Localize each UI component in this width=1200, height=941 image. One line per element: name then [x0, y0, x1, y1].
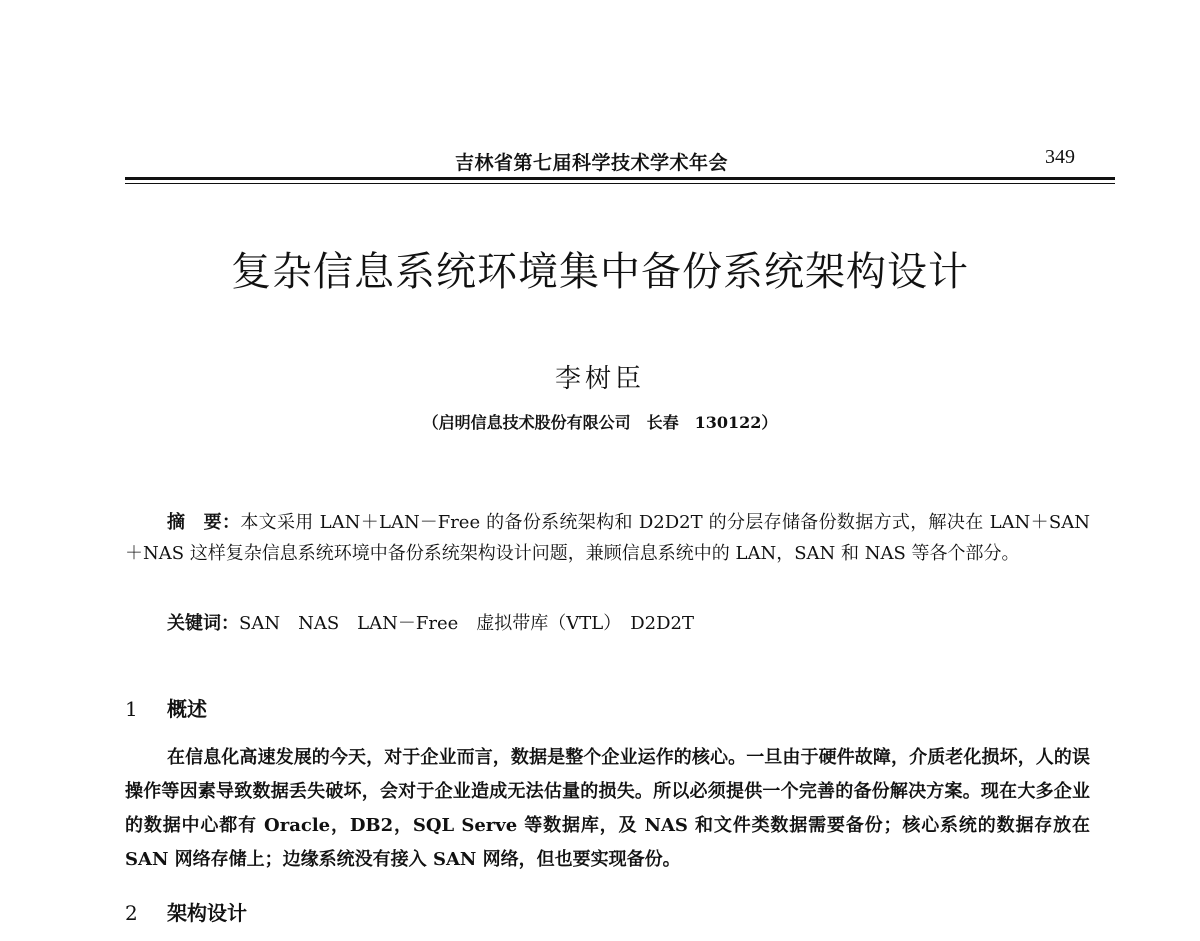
author-name: 李树臣	[554, 364, 645, 394]
section-title: 架构设计	[167, 901, 247, 925]
running-header	[125, 140, 1115, 176]
page-number: 349	[1045, 146, 1075, 168]
header-rule-thin	[125, 183, 1115, 184]
keywords-text: SAN NAS LAN－Free 虚拟带库（VTL） D2D2T	[239, 613, 694, 634]
abstract	[125, 507, 1090, 569]
section-title: 概述	[167, 697, 207, 721]
keywords-label: 关键词：	[167, 613, 239, 634]
section-number: 2	[125, 901, 138, 925]
abstract-text: 本文采用 LAN＋LAN－Free 的备份系统架构和 D2D2T 的分层存储备份数据方式，解决在 LAN＋SAN＋NAS 这样复杂信息系统环境中备份系统架构设计问题，兼顾信息系统中的 LAN，SAN 和 NAS 等各个部分。	[125, 512, 1091, 564]
author-affiliation: （启明信息技术股份有限公司 长春 130122）	[422, 413, 778, 432]
section-paragraph: 在信息化高速发展的今天，对于企业而言，数据是整个企业运作的核心。一旦由于硬件故障，介质老化损坏，人的误操作等因素导致数据丢失破坏，会对于企业造成无法估量的损失。所以必须提供一个完善的备份解决方案。现在大多企业的数据中心都有 Oracle，DB2，SQL Serve 等数据库，及 NAS 和文件类数据需要备份；核心系统的数据存放在 SAN 网络存储上；边缘系统没有接入 SAN 网络，但也要实现备份。	[125, 747, 1090, 870]
section-heading-overview	[125, 693, 207, 722]
paper-title: 复杂信息系统环境集中备份系统架构设计	[231, 249, 969, 295]
keywords	[167, 608, 1087, 639]
section-heading-architecture	[125, 897, 247, 926]
conference-name: 吉林省第七届科学技术学术年会	[455, 152, 729, 174]
abstract-label: 摘 要：	[167, 512, 241, 533]
header-rule-thick	[125, 177, 1115, 180]
section-number: 1	[125, 697, 138, 721]
